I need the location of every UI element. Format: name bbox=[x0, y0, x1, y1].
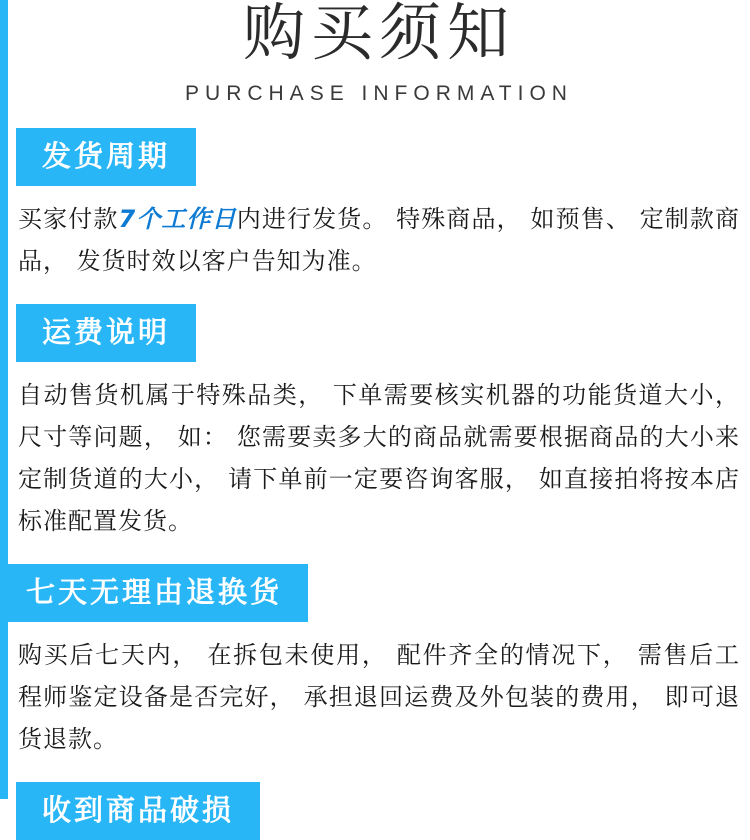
page-title: 购买须知 bbox=[242, 0, 515, 68]
page-subtitle: PURCHASE INFORMATION bbox=[185, 82, 573, 105]
page-header bbox=[8, 0, 750, 106]
page-content bbox=[8, 0, 750, 827]
section-shipping-cycle bbox=[8, 128, 750, 282]
section-heading-row bbox=[8, 564, 750, 622]
section-seven-day-return bbox=[8, 564, 750, 760]
section-heading-shipping-fee: 运费说明 bbox=[16, 304, 196, 362]
section-heading-row bbox=[8, 304, 750, 362]
section-heading-shipping-cycle: 发货周期 bbox=[16, 128, 196, 186]
paragraph-text-pre: 买家付款 bbox=[18, 205, 119, 233]
section-paragraph-shipping-cycle bbox=[8, 198, 750, 282]
section-heading-row bbox=[8, 128, 750, 186]
paragraph-text-post: 内进行发货。 特殊商品， 如预售、 定制款商品， 发货时效以客户告知为准。 bbox=[18, 205, 741, 275]
section-paragraph-shipping-fee: 自动售货机属于特殊品类， 下单需要核实机器的功能货道大小， 尺寸等问题， 如： 您需要卖多大的商品就需要根据商品的大小来定制货道的大小， 请下单前一定要咨询客服， 如直接拍将按本店标准配置发货。 bbox=[18, 381, 740, 535]
left-accent-rail bbox=[0, 0, 8, 799]
section-heading-row bbox=[8, 782, 750, 840]
paragraph-highlight-days: 7个工作日 bbox=[118, 205, 237, 233]
section-paragraph-seven-day-return: 购买后七天内， 在拆包未使用， 配件齐全的情况下， 需售后工程师鉴定设备是否完好， 承担退回运费及外包装的费用， 即可退货退款。 bbox=[18, 641, 740, 753]
section-damaged-goods bbox=[8, 782, 750, 840]
section-heading-seven-day-return: 七天无理由退换货 bbox=[0, 564, 308, 622]
section-shipping-fee bbox=[8, 304, 750, 542]
section-heading-damaged-goods: 收到商品破损 bbox=[16, 782, 260, 840]
